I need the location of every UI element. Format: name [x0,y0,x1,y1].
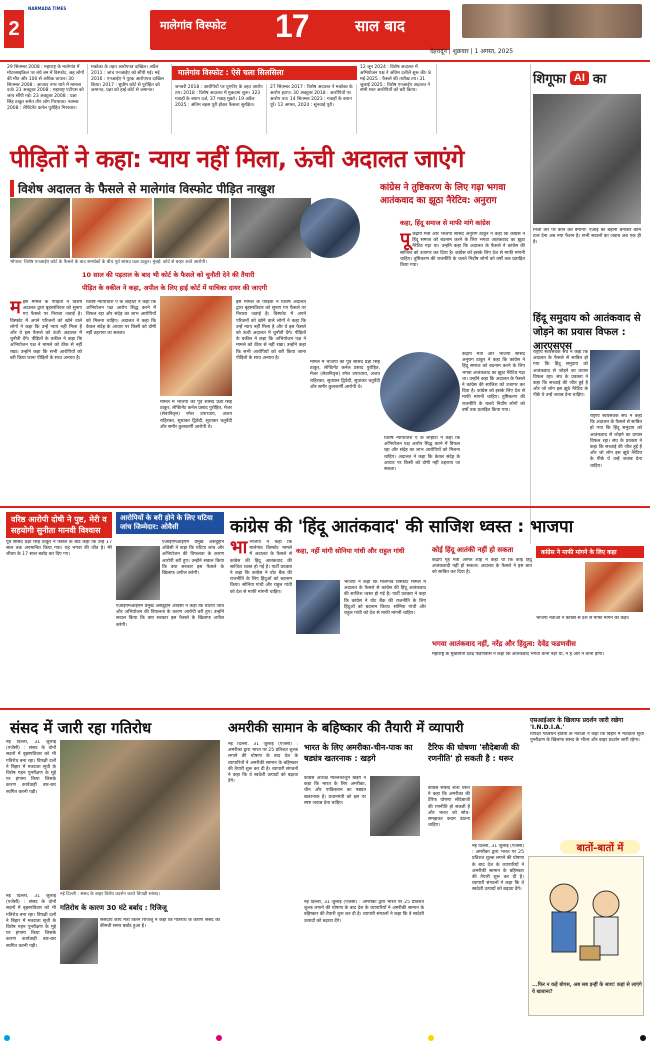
photo-court [231,198,311,258]
india-headline: एसआईआर के खिलाफ प्रदर्शन जारी रखेगा 'I.N.D.I.A.' [530,717,624,731]
right-bullet: कहा, हिंदू समाज से माफी मांगे कांग्रेस [400,219,491,227]
rss-body-2: राष्ट्रीय स्वयंसेवक संघ ने कहा कि अदालत के फैसले से साबित हो गया कि हिंदू समुदाय को आतंकवाद से जोड़ने का प्रयास विफल रहा। संघ के प्रवक्ता ने कहा कि सच्चाई की जीत हुई है और जो लोग इस झूठे नैरेटिव के पीछे थे उन्हें जवाब देना चाहिए। [590,414,642,469]
timeline-heading: मालेगांव विस्फोट : ऐसे चला सिलसिला [172,66,357,80]
left-blue-strip: आरोपियों के बरी होने के लिए घटिया जांच जिम्मेदार: ओवैसी [116,512,224,534]
kharge-body-2: नई दिल्ली, 31 जुलाई (एजेंसी) : अमरीका द्वारा भारत पर 25 प्रतिशत शुल्क लगाने की घोषणा के बाद देश के व्यापारियों ने अमरीकी सामान के बहिष्कार की तैयारी शुरू कर दी है। व्यापारी संगठनों ने कहा कि वे स्वदेशी उत्पादों को बढ़ावा देंगे। [304,900,424,924]
lead-body-2: विशेष न्यायाधीश ए के लाहोटी ने कहा कि अभियोजन पक्ष आरोप सिद्ध करने में विफल रहा और संदेह का लाभ आरोपियों को मिलना चाहिए। अदालत ने कहा कि केवल संदेह के आधार पर किसी को दोषी नहीं ठहराया जा सकता। [86,300,156,336]
right-headline: कांग्रेस ने तुष्टिकरण के लिए गढ़ा भगवा आतंकवाद का झूठा नैरेटिव: अनुराग [380,183,506,206]
section2-body: भाभाजपा ने कहा कि मालेगांव विस्फोट मामले में अदालत के फैसले से कांग्रेस की हिंदू आतंकवाद की साजिश ध्वस्त हो गई है। पार्टी प्रवक्ता ने कहा कि कांग्रेस ने वोट बैंक की राजनीति के लिए हिंदुओं को बदनाम किया। सोनिया गांधी और राहुल गांधी को देश से माफी मांगनी चाहिए। [230,540,292,595]
parliament-headline: संसद में जारी रहा गतिरोध [10,719,152,737]
cartoon-body-1 [552,912,576,952]
left-body-a: पूर्व सांसद प्रज्ञा सिंह ठाकुर ने फैसले के बाद कहा कि उन्हें 17 साल तक अपमानित किया गया। यह भगवा की जीत है। मेरे जीवन के 17 साल बर्बाद कर दिए गए। [6,540,112,558]
reg-dot-magenta [216,1035,222,1041]
parliament-photo-caption: नई दिल्ली : संसद के बाहर विरोध प्रदर्शन करते विपक्षी सांसद। [60,892,160,897]
timeline-col-6 [437,64,527,134]
section-divider-2 [0,708,650,710]
section-divider-1 [0,506,650,508]
dateline: देहरादून | शुक्रवार | 1 अगस्त, 2025 [430,48,514,55]
header-photo-strip [462,4,642,38]
parliament-body-2: नई दिल्ली, 31 जुलाई (एजेंसी) : संसद के दोनों सदनों में बृहस्पतिवार को भी गतिरोध बना रहा। विपक्षी दलों ने बिहार में मतदाता सूची के विशेष गहन पुनरीक्षण के मुद्दे पर हंगामा किया जिसके कारण कार्यवाही बार-बार स्थगित करनी पड़ी। [6,894,56,949]
photo-crowd-1 [10,198,70,258]
cartoon-chest [580,946,600,960]
us-goods-body: नई दिल्ली, 31 जुलाई (एजेंसी) : अमरीका द्वारा भारत पर 25 प्रतिशत शुल्क लगाने की घोषणा के बाद देश के व्यापारियों ने अमरीकी सामान के बहिष्कार की तैयारी शुरू कर दी है। व्यापारी संगठनों ने कहा कि वे स्वदेशी उत्पादों को बढ़ावा देंगे। [228,742,298,785]
parliament-body: नई दिल्ली, 31 जुलाई (एजेंसी) : संसद के दोनों सदनों में बृहस्पतिवार को भी गतिरोध बना रहा। विपक्षी दलों ने बिहार में मतदाता सूची के विशेष गहन पुनरीक्षण के मुद्दे पर हंगामा किया जिसके कारण कार्यवाही बार-बार स्थगित करनी पड़ी। [6,740,56,795]
photo-crowd-2 [154,198,229,258]
right-body-3: विशेष न्यायाधीश ए के लाहोटी ने कहा कि अभियोजन पक्ष आरोप सिद्ध करने में विफल रहा और संदेह का लाभ आरोपियों को मिलना चाहिए। अदालत ने कहा कि केवल संदेह के आधार पर किसी को दोषी नहीं ठहराया जा सकता। [384,436,460,472]
section2-bullet: कहा, नहीं मांगी सोनिया गांधी और राहुल गांधी [296,547,405,555]
right-photo-1 [585,562,643,612]
right-body-3b: महाराष्ट्र के मुख्यमंत्री देवेंद्र फडणवीस ने कहा कि आतंकवाद भगवा कभी नहीं था, न है और न कभी होगा। [432,652,605,657]
timeline-col-2: मकोका के तहत आरोपपत्र दाखिल। अप्रैल 2011 : जांच एनआईए को सौंपी गई। मई 2016 : एनआईए ने पूरक आरोपपत्र दाखिल किया। 2017 : सुप्रीम कोर्ट से पुरोहित को जमानत, प्रज्ञा को हाई कोर्ट से जमानत। [88,64,172,134]
tharoor-body: कांग्रेस सांसद शशि थरूर ने कहा कि अमरीका की टैरिफ घोषणा सौदेबाजी की रणनीति हो सकती है और भारत को सोच-समझकर कदम उठाना चाहिए। [428,786,470,829]
section2-headline: कांग्रेस की 'हिंदू आतंकवाद' की साजिश ध्वस्त : भाजपा [230,517,574,537]
us-goods-headline: अमरीकी सामान के बहिष्कार की तैयारी में व्यापारी [228,721,464,736]
cartoon-face-2 [593,891,619,917]
tharoor-headline: टैरिफ की घोषणा 'सौदेबाजी की रणनीति' हो सकती है : थरूर [428,743,520,763]
kharge-photo [370,776,420,836]
bjp-spokesperson-photo [296,580,340,634]
lead-body-3: मामले में भाजपा की पूर्व सांसद प्रज्ञा सिंह ठाकुर, लेफ्टिनेंट कर्नल प्रसाद पुरोहित, मेजर (सेवानिवृत्त) रमेश उपाध्याय, अजय राहिरकर, सुधाकर द्विवेदी, सुधाकर चतुर्वेदी और समीर कुलकर्णी आरोपी थे। [160,400,232,430]
lead-body-5: मामले में भाजपा की पूर्व सांसद प्रज्ञा सिंह ठाकुर, लेफ्टिनेंट कर्नल प्रसाद पुरोहित, मेजर (सेवानिवृत्त) रमेश उपाध्याय, अजय राहिरकर, सुधाकर द्विवेदी, सुधाकर चतुर्वेदी और समीर कुलकर्णी आरोपी थे। [310,360,380,390]
right-body-2b: भाजपा नेताओं ने कांग्रेस से देश से माफी मांगने को कहा। [536,616,630,621]
cartoon-illustration [534,868,638,978]
cartoon-caption: ...फिर न कहें बोगस, अब सब इन्हीं के साथ! कहां से लाएंगे ये खजाना? [532,982,642,995]
right-body-1: केंद्रीय गृह मंत्री अमित शाह ने कहा था कि कोई हिंदू आतंकवादी नहीं हो सकता। अदालत के फैसले ने इस बात को साबित कर दिया है। [432,558,532,576]
rss-headline: हिंदू समुदाय को आतंकवाद से जोड़ने का प्रयास विफल : आरएसएस [533,313,641,352]
left-body-b: एआईएमआईएम प्रमुख असदुद्दीन ओवैसी ने कहा कि घटिया जांच और अभियोजन की विफलता के कारण आरोपी बरी हुए। उन्होंने सवाल किया कि क्या सरकार इस फैसले के खिलाफ अपील करेगी। [162,540,224,576]
photo-pragya [72,198,152,258]
lead-photo-caption: भोपाल: विशेष एनआईए कोर्ट के फैसले के बाद समर्थकों के बीच पूर्व सांसद प्रज्ञा ठाकुर। मुंबई: कोर्ट से बाहर आते आरोपी। [10,260,207,265]
right-head-1: कोई हिंदू आतंकी नहीं हो सकता [432,546,514,554]
shigufa-title: शिगूफा [533,72,566,87]
timeline-col-4: 27 सितम्बर 2017 : विशेष अदालत ने मकोका के आरोप हटाए। 30 अक्टूबर 2018 : आरोपियों पर आरोप तय। 14 सितम्बर 2023 : गवाहों के बयान पूरे। 12 अगस्त, 2024 : सुनवाई पूरी। [267,84,357,134]
banner-subtitle: साल बाद [355,17,405,35]
photo-anurag [380,352,460,432]
lead-bullet-2: पीड़ित के वकील ने कहा, अपील के लिए हाई कोर्ट में याचिका दायर की जाएगी [82,284,268,292]
cartoon-title: बातों-बातों में [560,840,640,854]
lead-headline: पीड़ितों ने कहा: न्याय नहीं मिला, ऊंची अदालत जाएंगे [10,145,464,173]
right-head-2: कांग्रेस ने माफी मांगने के लिए कहा [536,546,644,558]
photo-circle [300,198,360,258]
reg-dot-black [640,1035,646,1041]
section2-body-b: भाजपा ने कहा कि मालेगांव विस्फोट मामले में अदालत के फैसले से कांग्रेस की हिंदू आतंकवाद की साजिश ध्वस्त हो गई है। पार्टी प्रवक्ता ने कहा कि कांग्रेस ने वोट बैंक की राजनीति के लिए हिंदुओं को बदनाम किया। सोनिया गांधी और राहुल गांधी को देश से माफी मांगनी चाहिए। [344,580,426,616]
right-head-3: भगवा आतंकवाद नहीं, नरेंद्र और हिंदुत्व: देवेंद्र फडणवीस [432,640,576,648]
timeline-col-5: 12 जून 2024 : विशेष अदालत में अभियोजन पक्ष ने अंतिम दलीलें शुरू की। 8 मई 2025 : फैसले की तारीख तय। 31 जुलाई 2025 : विशेष एनआईए अदालत ने सभी सात आरोपियों को बरी किया। [357,64,437,134]
rijiju-body: संसदीय कार्य मंत्री किरेन रिजिजू ने कहा कि गतिरोध के कारण संसद का कीमती समय बर्बाद हुआ है। [100,918,220,930]
tharoor-body-2: नई दिल्ली, 31 जुलाई (एजेंसी) : अमरीका द्वारा भारत पर 25 प्रतिशत शुल्क लगाने की घोषणा के बाद देश के व्यापारियों ने अमरीकी सामान के बहिष्कार की तैयारी शुरू कर दी है। व्यापारी संगठनों ने कहा कि वे स्वदेशी उत्पादों को बढ़ावा देंगे। [472,844,524,893]
shigufa-ka: का [592,72,607,87]
lead-bullet-1: 10 साल की पड़ताल के बाद भी कोर्ट के फैसले को चुनौती देने की तैयारी [82,271,255,279]
india-body: विपक्षी गठबंधन इंडिया के नेताओं ने कहा कि बिहार में मतदाता सूची पुनरीक्षण के खिलाफ संसद के भीतर और बाहर प्रदर्शन जारी रहेगा। [530,732,644,744]
owaisi-photo [116,546,160,600]
kharge-body: कांग्रेस अध्यक्ष मल्लिकार्जुन खड़गे ने कहा कि भारत के लिए अमरीका, चीन और पाकिस्तान का षड्यंत्र खतरनाक है। प्रधानमंत्री को इस पर स्पष्ट जवाब देना चाहिए। [304,776,366,806]
rss-photo [590,350,640,410]
lead-subheadline: विशेष अदालत के फैसले से मालेगांव विस्फोट पीड़ित नाखुश [10,180,275,197]
shigufa-header [533,66,641,90]
cartoon-face-1 [550,884,578,912]
right-body-2: केंद्रीय मंत्री और भाजपा सांसद अनुराग ठाकुर ने कहा कि कांग्रेस ने हिंदू समाज को बदनाम करने के लिए भगवा आतंकवाद का झूठा नैरेटिव गढ़ा था। उन्होंने कहा कि अदालत के फैसले ने कांग्रेस की साजिश को उजागर कर दिया है। कांग्रेस को इसके लिए देश से माफी मांगनी चाहिए। तुष्टिकरण की राजनीति के चलते निर्दोष लोगों को वर्षों तक प्रताड़ित किया गया। [462,352,525,413]
shigufa-text: निजी तौर पर कौन करे बेगानी! एआई का बहाना बनाकर काम टाल देना अब नया फैशन है। सभी सवालों का जवाब अब एक ही है। [533,228,641,246]
reg-dot-yellow [428,1035,434,1041]
page-number: 2 [4,10,24,48]
lead-body-1: मइस मामले के पीड़ितों ने विशेष अदालत द्वारा बृहस्पतिवार को सुनाए गए फैसले पर निराशा जताई है। विस्फोट में अपने परिजनों को खोने वाले लोगों ने कहा कि उन्हें न्याय नहीं मिला है और वे इस फैसले को ऊंची अदालत में चुनौती देंगे। पीड़ितों के वकील ने कहा कि अभियोजन पक्ष ने मामले को ठीक से नहीं रखा। उन्होंने कहा कि सभी आरोपियों को बरी किया जाना पीड़ितों के साथ अन्याय है। [10,300,82,361]
parliament-photo [60,740,220,890]
kharge-headline: भारत के लिए अमरीका-चीन-पाक का षड्यंत्र खतरनाक : खड़गे [304,743,413,763]
lead-body-4: इस मामले के पीड़ितों ने विशेष अदालत द्वारा बृहस्पतिवार को सुनाए गए फैसले पर निराशा जताई है। विस्फोट में अपने परिजनों को खोने वाले लोगों ने कहा कि उन्हें न्याय नहीं मिला है और वे इस फैसले को ऊंची अदालत में चुनौती देंगे। पीड़ितों के वकील ने कहा कि अभियोजन पक्ष ने मामले को ठीक से नहीं रखा। उन्होंने कहा कि सभी आरोपियों को बरी किया जाना पीड़ितों के साथ अन्याय है। [236,300,306,361]
rijiju-photo [60,918,98,964]
timeline-col-3: जनवरी 2018 : आरोपियों पर यूएपीए के तहत आरोप तय। 2018 : विशेष अदालत में मुकदमा शुरू। 323 गवाहों के बयान दर्ज, 37 गवाह मुकरे। 19 अप्रैल 2025 : अंतिम बहस पूरी होकर फैसला सुरक्षित। [172,84,267,134]
left-body-c: एआईएमआईएम प्रमुख असदुद्दीन ओवैसी ने कहा कि घटिया जांच और अभियोजन की विफलता के कारण आरोपी बरी हुए। उन्होंने सवाल किया कि क्या सरकार इस फैसले के खिलाफ अपील करेगी। [116,604,224,628]
registration-marks [0,1032,650,1043]
timeline-col-1: 29 सितम्बर 2008 : महाराष्ट्र के मालेगांव में मोटरसाइकिल पर बंधे बम में विस्फोट, छह लोगों की मौत और 100 से अधिक घायल। 30 सितम्बर 2008 : आजाद नगर थाने में मामला दर्ज। 21 अक्टूबर 2008 : महाराष्ट्र एटीएस को जांच सौंपी गई। 23 अक्टूबर 2008 : प्रज्ञा सिंह ठाकुर समेत तीन लोग गिरफ्तार। नवम्बर 2008 : लेफ्टिनेंट कर्नल पुरोहित गिरफ्तार। [4,64,88,134]
right-body: पूकेंद्रीय मंत्री और भाजपा सांसद अनुराग ठाकुर ने कहा कि कांग्रेस ने हिंदू समाज को बदनाम करने के लिए भगवा आतंकवाद का झूठा नैरेटिव गढ़ा था। उन्होंने कहा कि अदालत के फैसले ने कांग्रेस की साजिश को उजागर कर दिया है। कांग्रेस को इसके लिए देश से माफी मांगनी चाहिए। तुष्टिकरण की राजनीति के चलते निर्दोष लोगों को वर्षों तक प्रताड़ित किया गया। [400,232,525,268]
reg-dot-cyan [4,1035,10,1041]
banner-title: मालेगांव विस्फोट [160,19,226,32]
rijiju-headline: गतिरोध के कारण 30 घंटे बर्बाद : रिजिजू [60,904,167,912]
photo-pragya-portrait [160,296,232,396]
shigufa-image [533,94,641,224]
ai-badge: AI [570,71,589,85]
rss-body: राष्ट्रीय स्वयंसेवक संघ ने कहा कि अदालत के फैसले से साबित हो गया कि हिंदू समुदाय को आतंकवाद से जोड़ने का प्रयास विफल रहा। संघ के प्रवक्ता ने कहा कि सच्चाई की जीत हुई है और जो लोग इस झूठे नैरेटिव के पीछे थे उन्हें जवाब देना चाहिए। [533,350,588,399]
tharoor-photo [472,786,522,840]
left-red-strip: वरिष्ठ आरोपी दोषी ने पुष्ट, मेरी व सहयोगी सुनीता मानवी विश्वास [6,512,112,538]
masthead: NARMADA TIMES [28,6,67,11]
banner-number: 17 [275,8,309,44]
